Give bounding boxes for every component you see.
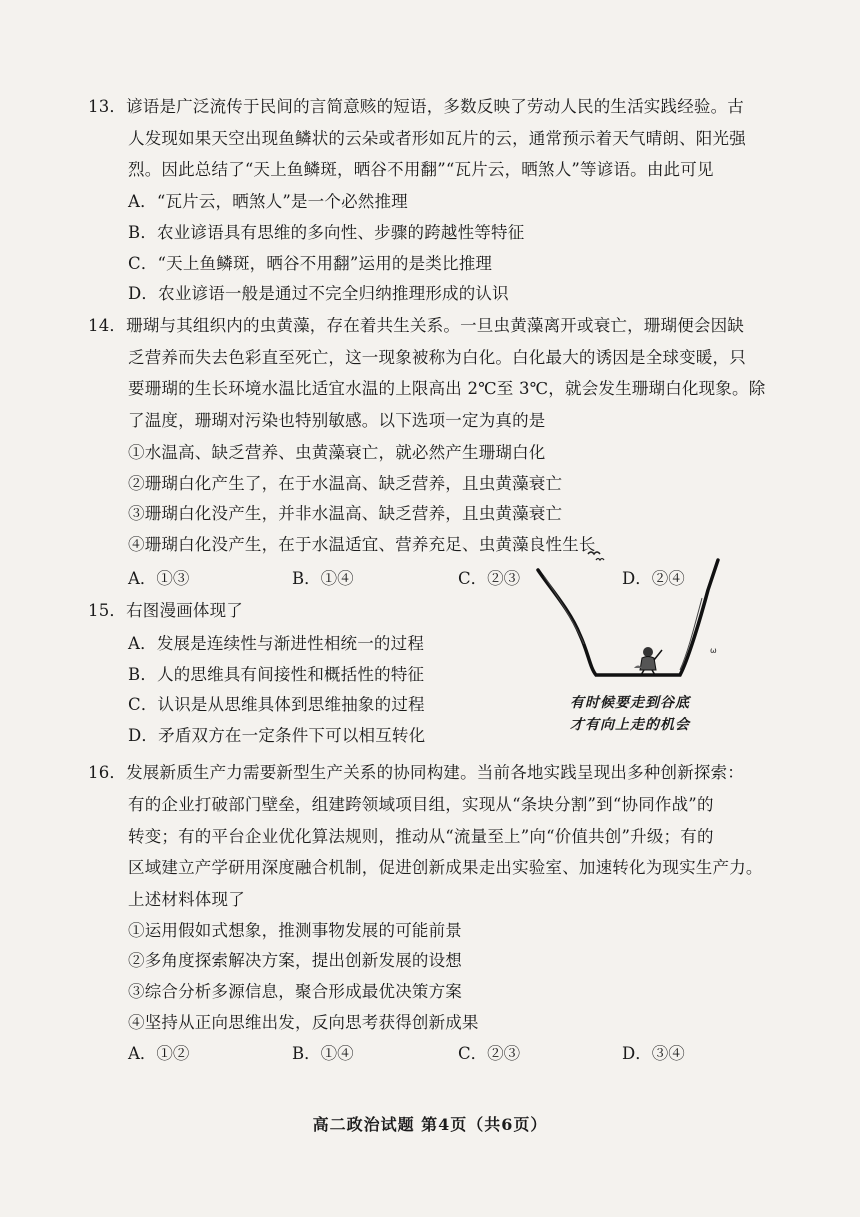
q14-choice-c[interactable]: C．②③ [458,569,521,589]
svg-text:ω: ω [710,646,717,656]
q15-option-d[interactable]: D．矛盾双方在一定条件下可以相互转化 [128,726,426,746]
q15-option-a[interactable]: A．发展是连续性与渐进性相统一的过程 [128,633,425,653]
q14-stem-line-3: 要珊瑚的生长环境水温比适宜水温的上限高出 2℃至 3℃，就会发生珊瑚白化现象。除 [128,379,766,399]
q16-stem-line-2: 有的企业打破部门壁垒，组建跨领域项目组，实现从“条块分割”到“协同作战”的 [128,794,714,814]
q14-stem-line-4: 了温度，珊瑚对污染也特别敏感。以下选项一定为真的是 [128,411,546,431]
q14-item-2: ②珊瑚白化产生了，在于水温高、缺乏营养，且虫黄藻衰亡 [128,473,563,493]
q13-option-d[interactable]: D．农业谚语一般是通过不完全归纳推理形成的认识 [128,284,509,304]
q16-item-3: ③综合分析多源信息，聚合形成最优决策方案 [128,982,462,1002]
q14-item-1: ①水温高、缺乏营养、虫黄藻衰亡，就必然产生珊瑚白化 [128,442,546,462]
q16-item-1: ①运用假如式想象，推测事物发展的可能前景 [128,920,462,940]
q14-choice-d[interactable]: D．②④ [622,569,685,589]
q14-stem-line-1: 14．珊瑚与其组织内的虫黄藻，存在着共生关系。一旦虫黄藻离开或衰亡，珊瑚便会因缺 [88,316,744,336]
q16-item-4: ④坚持从正向思维出发，反向思考获得创新成果 [128,1012,479,1032]
cartoon-caption-line-2: 才有向上走的机会 [570,716,690,733]
cartoon-caption-line-1: 有时候要走到谷底 [570,695,690,712]
q14-item-3: ③珊瑚白化没产生，并非水温高、缺乏营养，且虫黄藻衰亡 [128,504,563,524]
q16-stem-line-4: 区域建立产学研用深度融合机制，促进创新成果走出实验室、加速转化为现实生产力。 [128,858,763,878]
q14-item-4: ④珊瑚白化没产生，在于水温适宜、营养充足、虫黄藻良性生长 [128,535,596,555]
q15-stem: 15．右图漫画体现了 [88,601,243,621]
q16-choice-b[interactable]: B．①④ [292,1043,354,1063]
page-footer: 高二政治试题 第4页（共6页） [312,1115,548,1134]
q16-stem-line-1: 16．发展新质生产力需要新型生产关系的协同构建。当前各地实践呈现出多种创新探索： [88,763,744,783]
q13-stem-line-3: 烈。因此总结了“天上鱼鳞斑，晒谷不用翻”“瓦片云，晒煞人”等谚语。由此可见 [128,160,714,180]
q15-option-c[interactable]: C．认识是从思维具体到思维抽象的过程 [128,695,425,715]
valley-cartoon-image [530,540,730,705]
q16-choice-d[interactable]: D．③④ [622,1043,685,1063]
q16-item-2: ②多角度探索解决方案，提出创新发展的设想 [128,951,462,971]
q16-stem-line-5: 上述材料体现了 [128,889,245,909]
q14-choice-b[interactable]: B．①④ [292,569,354,589]
q13-option-b[interactable]: B．农业谚语具有思维的多向性、步骤的跨越性等特征 [128,222,525,242]
q13-stem-line-1: 13．谚语是广泛流传于民间的言简意赅的短语，多数反映了劳动人民的生活实践经验。古 [88,97,744,117]
q13-option-c[interactable]: C．“天上鱼鳞斑，晒谷不用翻”运用的是类比推理 [128,253,493,273]
q16-stem-line-3: 转变；有的平台企业优化算法规则，推动从“流量至上”向“价值共创”升级；有的 [128,826,714,846]
q16-choice-c[interactable]: C．②③ [458,1043,521,1063]
q15-option-b[interactable]: B．人的思维具有间接性和概括性的特征 [128,664,425,684]
q13-stem-line-2: 人发现如果天空出现鱼鳞状的云朵或者形如瓦片的云，通常预示着天气晴朗、阳光强 [128,128,746,148]
q14-stem-line-2: 乏营养而失去色彩直至死亡，这一现象被称为白化。白化最大的诱因是全球变暖，只 [128,347,746,367]
q14-choice-a[interactable]: A．①③ [128,569,190,589]
q13-option-a[interactable]: A．“瓦片云，晒煞人”是一个必然推理 [128,192,408,212]
q16-choice-a[interactable]: A．①② [128,1043,190,1063]
